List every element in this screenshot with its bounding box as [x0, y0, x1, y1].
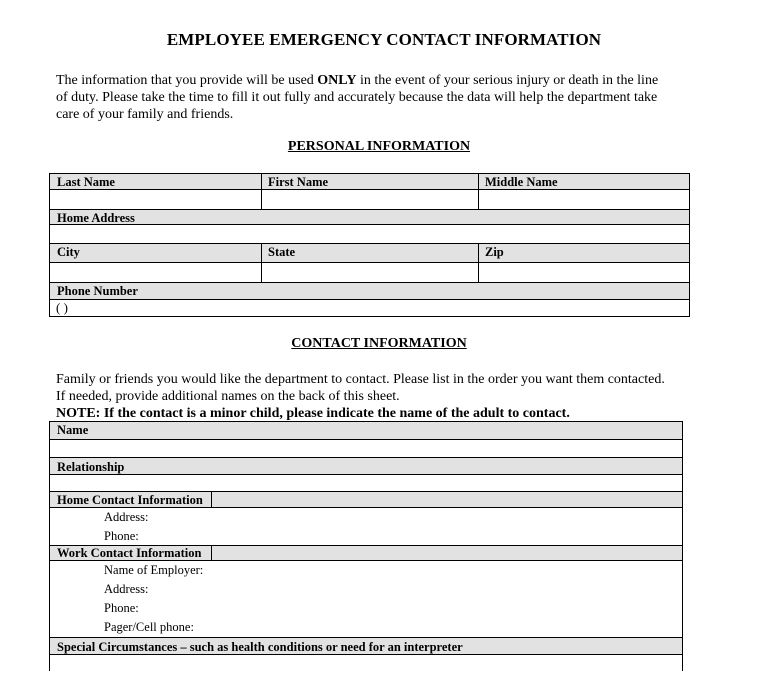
- relationship-label: Relationship: [57, 460, 125, 474]
- intro-line-3: care of your family and friends.: [56, 107, 234, 122]
- home-address-label: Home Address: [57, 211, 135, 225]
- city-state-zip-input-row: [50, 263, 689, 283]
- zip-label: Zip: [485, 245, 504, 259]
- contact-info-table: [49, 421, 683, 671]
- phone-label-row: [50, 283, 689, 300]
- name-label-row: [50, 174, 689, 190]
- first-name-field[interactable]: [261, 190, 478, 209]
- relationship-label-row: [50, 458, 682, 475]
- contact-instructions-line-2: If needed, provide additional names on the back of this sheet.: [56, 389, 400, 404]
- middle-name-label: Middle Name: [485, 175, 558, 189]
- phone-number-label: Phone Number: [57, 284, 138, 298]
- contact-instructions: [56, 371, 736, 422]
- work-contact-label: Work Contact Information: [50, 546, 212, 560]
- home-phone-field-label: Phone:: [104, 529, 139, 543]
- special-circumstances-field[interactable]: [50, 655, 682, 675]
- phone-area-code-parens: ( ): [56, 300, 68, 315]
- home-address-label-row: [50, 210, 689, 225]
- intro-text: The information that you provide will be used: [56, 73, 318, 88]
- home-address-field[interactable]: [50, 225, 689, 244]
- intro-line-2: of duty. Please take the time to fill it out fully and accurately because the data will help the department take: [56, 90, 658, 105]
- phone-number-field[interactable]: [50, 300, 689, 316]
- work-contact-label-row: [50, 546, 682, 561]
- personal-info-table: [49, 173, 690, 317]
- work-address-field-label: Address:: [104, 582, 149, 596]
- state-label: State: [268, 245, 296, 259]
- personal-info-heading: PERSONAL INFORMATION: [287, 139, 471, 154]
- pager-field-label: Pager/Cell phone:: [104, 620, 194, 634]
- city-state-zip-label-row: [50, 244, 689, 263]
- minor-child-note: NOTE: If the contact is a minor child, please indicate the name of the adult to contact.: [56, 406, 570, 421]
- special-circumstances-label-row: [50, 638, 682, 655]
- form-title: EMPLOYEE EMERGENCY CONTACT INFORMATION: [166, 30, 602, 49]
- contact-info-heading: CONTACT INFORMATION: [291, 336, 467, 351]
- first-name-label: First Name: [268, 175, 329, 189]
- home-contact-label: Home Contact Information: [50, 492, 212, 507]
- intro-line-1: [56, 72, 716, 89]
- employer-field-label: Name of Employer:: [104, 563, 204, 577]
- city-field[interactable]: [50, 263, 261, 282]
- contact-name-label-row: [50, 422, 682, 440]
- middle-name-field[interactable]: [478, 190, 689, 209]
- contact-name-field[interactable]: [50, 440, 682, 458]
- intro-text: in the event of your serious injury or death in the line: [356, 73, 659, 88]
- state-field[interactable]: [261, 263, 478, 282]
- intro-paragraph: [56, 72, 716, 123]
- last-name-field[interactable]: [50, 190, 261, 209]
- name-input-row: [50, 190, 689, 210]
- intro-emphasis: ONLY: [317, 73, 357, 88]
- last-name-label: Last Name: [57, 175, 115, 189]
- special-circumstances-label: Special Circumstances – such as health conditions or need for an interpreter: [57, 640, 463, 654]
- work-phone-field-label: Phone:: [104, 601, 139, 615]
- city-label: City: [57, 245, 80, 259]
- home-contact-label-row: [50, 492, 682, 508]
- home-contact-block: [50, 508, 682, 546]
- work-contact-block: [50, 561, 682, 638]
- contact-name-label: Name: [57, 423, 89, 437]
- contact-instructions-line-1: Family or friends you would like the department to contact. Please list in the order you want them contacted.: [56, 372, 665, 387]
- relationship-field[interactable]: [50, 475, 682, 492]
- home-address-field-label: Address:: [104, 510, 149, 524]
- zip-field[interactable]: [478, 263, 689, 282]
